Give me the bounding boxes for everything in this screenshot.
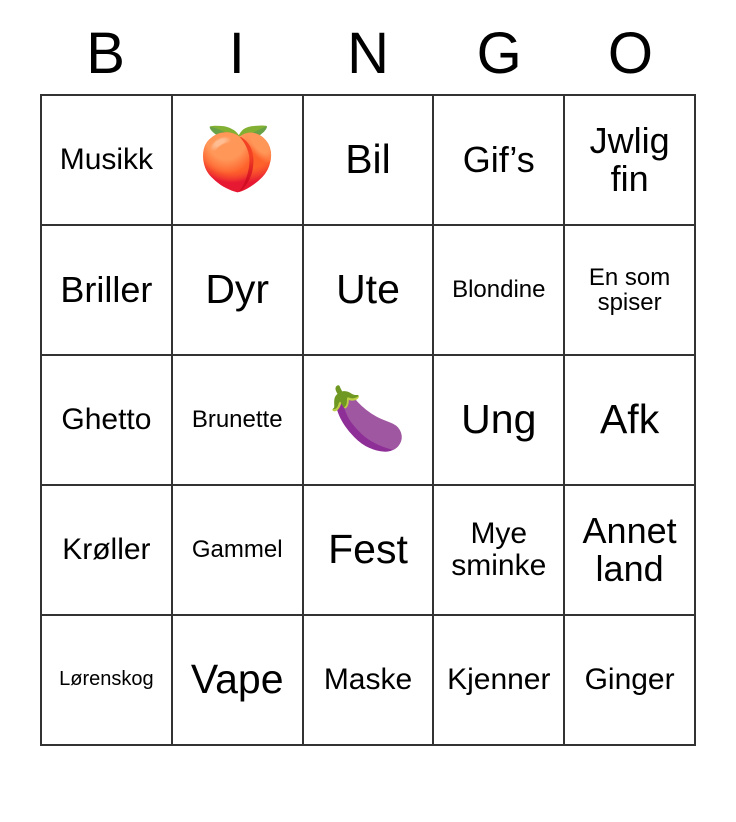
bingo-cell[interactable]: [304, 616, 435, 746]
bingo-cell[interactable]: [434, 96, 565, 226]
bingo-cell[interactable]: [173, 356, 304, 486]
bingo-cell-label: Blondine: [452, 276, 546, 304]
bingo-cell-label: Dyr: [205, 266, 270, 313]
bingo-cell[interactable]: [434, 226, 565, 356]
bingo-cell-label: Musikk: [59, 143, 154, 177]
bingo-cell-label: Krøller: [62, 533, 151, 567]
header-letter-o: O: [607, 21, 653, 86]
bingo-cell-label: Maske: [323, 663, 413, 697]
bingo-grid: [40, 94, 696, 746]
bingo-cell-label: Ung: [461, 396, 537, 443]
bingo-cell-label: Gif’s: [462, 138, 535, 180]
bingo-row: [42, 356, 696, 486]
bingo-cell-label: Fest: [328, 526, 408, 573]
bingo-cell[interactable]: [173, 616, 304, 746]
bingo-cell-label: Vape: [190, 656, 284, 703]
bingo-cell[interactable]: [42, 226, 173, 356]
bingo-cell-label: Kjenner: [447, 663, 551, 697]
bingo-cell[interactable]: [565, 486, 696, 616]
bingo-cell[interactable]: [565, 356, 696, 486]
bingo-cell-label: Annet land: [582, 509, 677, 589]
bingo-card: [0, 22, 736, 822]
bingo-cell[interactable]: [565, 226, 696, 356]
bingo-cell-label: Brunette: [191, 406, 283, 434]
bingo-cell[interactable]: [42, 616, 173, 746]
bingo-cell[interactable]: [304, 96, 435, 226]
bingo-cell-label: En som spiser: [588, 263, 671, 316]
bingo-row: [42, 486, 696, 616]
bingo-cell-label: Mye sminke: [451, 517, 547, 582]
bingo-cell-label: Briller: [60, 268, 153, 310]
header-letter-n: N: [347, 21, 389, 86]
bingo-cell-eggplant-emoji[interactable]: [304, 356, 435, 486]
bingo-cell[interactable]: [434, 616, 565, 746]
bingo-cell[interactable]: [42, 96, 173, 226]
bingo-cell-label: Ginger: [584, 663, 675, 697]
bingo-cell-label: Lørenskog: [59, 668, 154, 691]
bingo-row: [42, 616, 696, 746]
header-letter-i: I: [228, 21, 245, 86]
bingo-cell-label: Ghetto: [61, 403, 152, 437]
header-letter-g: G: [476, 21, 522, 86]
bingo-cell-label: Gammel: [191, 536, 283, 564]
bingo-cell[interactable]: [304, 226, 435, 356]
bingo-row: [42, 226, 696, 356]
peach-icon: 🍑: [198, 125, 276, 194]
bingo-cell[interactable]: [173, 486, 304, 616]
bingo-cell[interactable]: [565, 616, 696, 746]
bingo-cell[interactable]: [565, 96, 696, 226]
bingo-header: [40, 22, 696, 86]
bingo-cell[interactable]: [42, 486, 173, 616]
bingo-cell-peach-emoji[interactable]: [173, 96, 304, 226]
bingo-cell[interactable]: [434, 356, 565, 486]
bingo-row: [42, 96, 696, 226]
bingo-cell-label: Jwlig fin: [589, 119, 670, 199]
bingo-cell[interactable]: [42, 356, 173, 486]
eggplant-icon: 🍆: [329, 385, 407, 454]
bingo-cell[interactable]: [173, 226, 304, 356]
bingo-cell[interactable]: [304, 486, 435, 616]
header-letter-b: B: [86, 21, 125, 86]
bingo-cell[interactable]: [434, 486, 565, 616]
bingo-cell-label: Bil: [345, 136, 391, 183]
bingo-cell-label: Afk: [599, 396, 660, 443]
bingo-cell-label: Ute: [336, 266, 400, 313]
